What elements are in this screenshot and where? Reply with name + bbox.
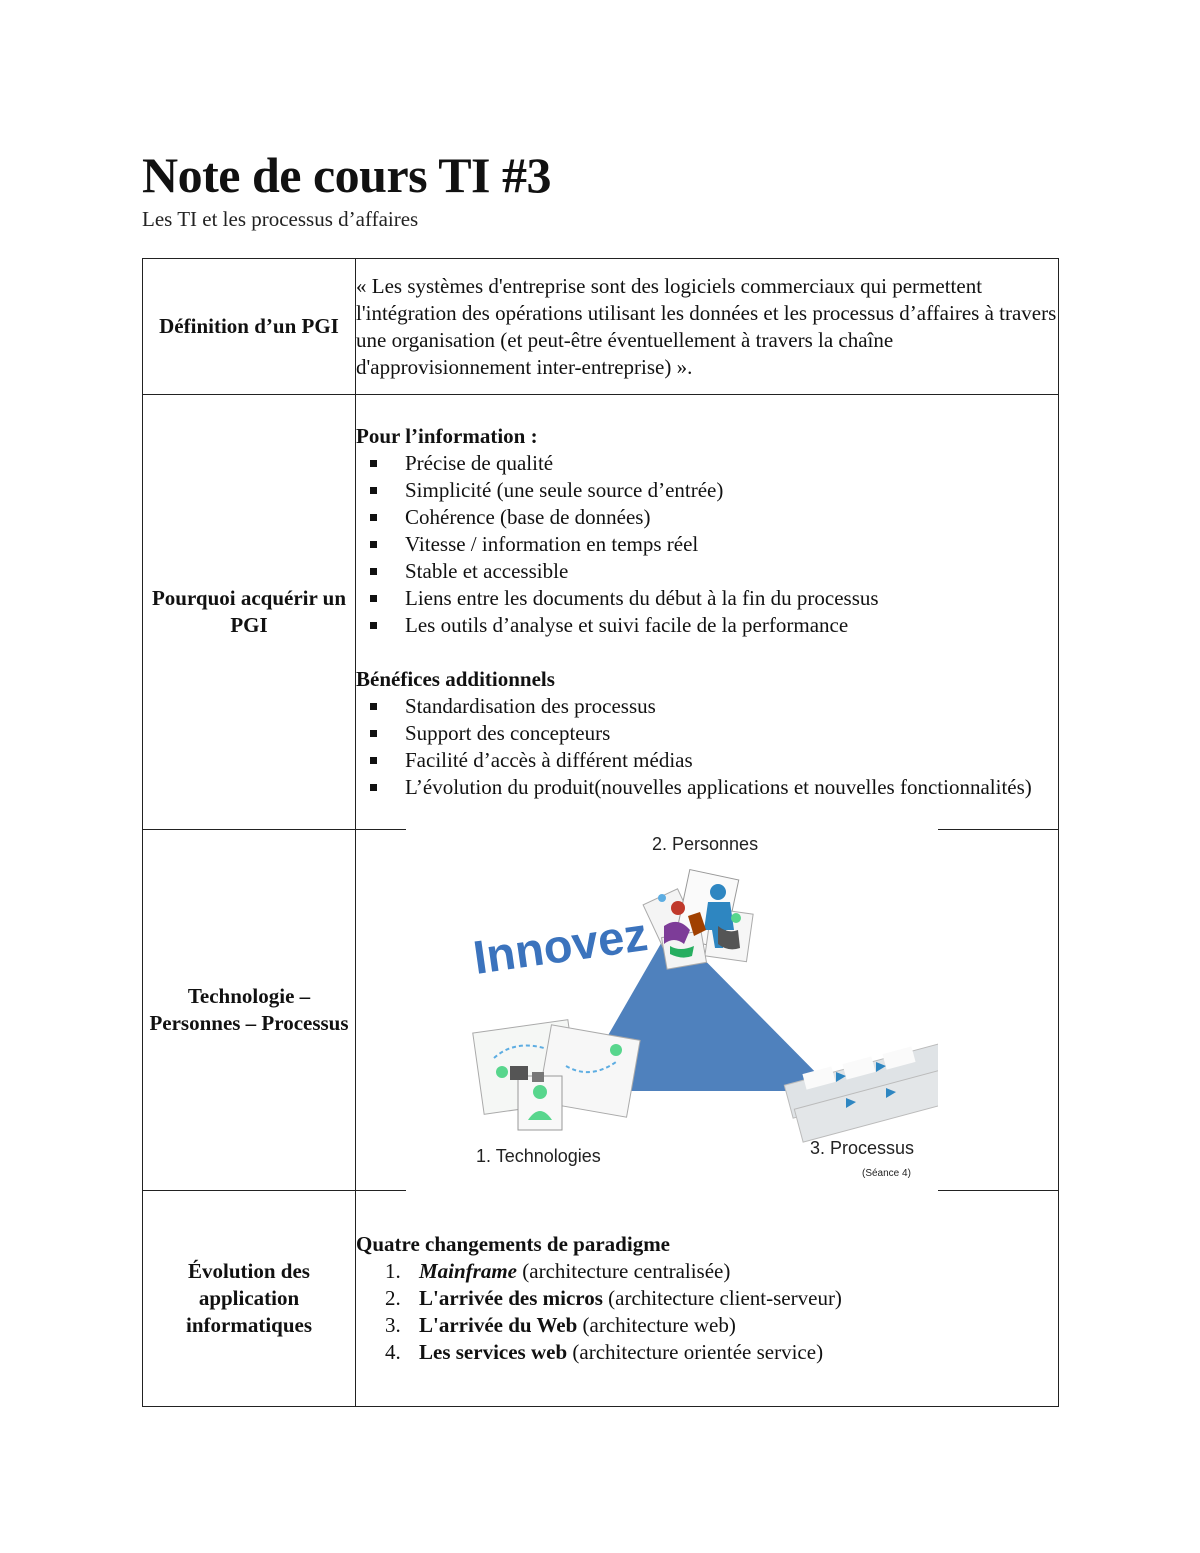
list-item: Vitesse / information en temps réel (370, 531, 1058, 558)
table-row-technologie (143, 830, 1059, 1191)
table-row-definition (143, 259, 1059, 395)
benefices-list (356, 693, 1058, 801)
square-bullet-icon (370, 514, 377, 521)
list-item: Facilité d’accès à différent médias (370, 747, 1058, 774)
list-item: 3. L'arrivée du Web (architecture web) (385, 1313, 736, 1337)
people-label: 2. Personnes (652, 834, 759, 854)
notes-table (142, 258, 1059, 1407)
table-row-evolution (143, 1191, 1059, 1407)
list-item: Cohérence (base de données) (370, 504, 1058, 531)
diagram-cell (356, 830, 1059, 1191)
list-item: Simplicité (une seule source d’entrée) (370, 477, 1058, 504)
square-bullet-icon (370, 757, 377, 764)
square-bullet-icon (370, 541, 377, 548)
paradigm-heading: Quatre changements de paradigme (356, 1232, 671, 1256)
technology-cards-icon (473, 1020, 640, 1130)
square-bullet-icon (370, 568, 377, 575)
definition-text: « Les systèmes d'entreprise sont des logiciels commerciaux qui permettent l'intégration des opérations utilisant les données et les processus d’affaires à travers une organisation (et peut-être éventuellement à travers la chaîne d'approvisionnement inter-entreprise) ». (356, 259, 1059, 395)
list-item: Standardisation des processus (370, 693, 1058, 720)
row-label-pourquoi: Pourquoi acquérir un PGI (143, 395, 356, 830)
table-row-pourquoi (143, 395, 1059, 830)
square-bullet-icon (370, 487, 377, 494)
technologies-label: 1. Technologies (476, 1146, 601, 1166)
list-item: 1. Mainframe (architecture centralisée) (385, 1259, 731, 1283)
information-heading: Pour l’information : (356, 424, 538, 448)
row-label-technologie: Technologie – Personnes – Processus (143, 830, 356, 1191)
page-subtitle: Les TI et les processus d’affaires (142, 207, 419, 231)
processes-label: 3. Processus (810, 1138, 915, 1158)
row-label-definition: Définition d’un PGI (143, 259, 356, 395)
square-bullet-icon (370, 622, 377, 629)
square-bullet-icon (370, 595, 377, 602)
list-item: 2. L'arrivée des micros (architecture client-serveur) (385, 1286, 842, 1310)
list-item: Stable et accessible (370, 558, 1058, 585)
square-bullet-icon (370, 703, 377, 710)
square-bullet-icon (370, 730, 377, 737)
list-item: Liens entre les documents du début à la fin du processus (370, 585, 1058, 612)
session-label: (Séance 4) (862, 1168, 911, 1179)
list-item: Les outils d’analyse et suivi facile de la performance (370, 612, 1058, 639)
process-strips-icon (784, 1044, 938, 1142)
paradigm-list (356, 1258, 1058, 1366)
list-item: 4. Les services web (architecture orientée service) (385, 1340, 824, 1364)
innovate-label: Innovez (470, 907, 651, 984)
square-bullet-icon (370, 460, 377, 467)
information-list (356, 450, 1058, 639)
list-item: Support des concepteurs (370, 720, 1058, 747)
tpp-diagram (406, 826, 938, 1194)
list-item: Précise de qualité (370, 450, 1058, 477)
list-item: L’évolution du produit(nouvelles applications et nouvelles fonctionnalités) (370, 774, 1058, 801)
row-label-evolution: Évolution des application informatiques (143, 1191, 356, 1407)
evolution-content (356, 1191, 1059, 1407)
square-bullet-icon (370, 784, 377, 791)
page-title: Note de cours TI #3 (142, 147, 552, 203)
pourquoi-content (356, 395, 1059, 830)
benefices-heading: Bénéfices additionnels (356, 667, 555, 691)
tpp-diagram-svg (406, 826, 938, 1194)
